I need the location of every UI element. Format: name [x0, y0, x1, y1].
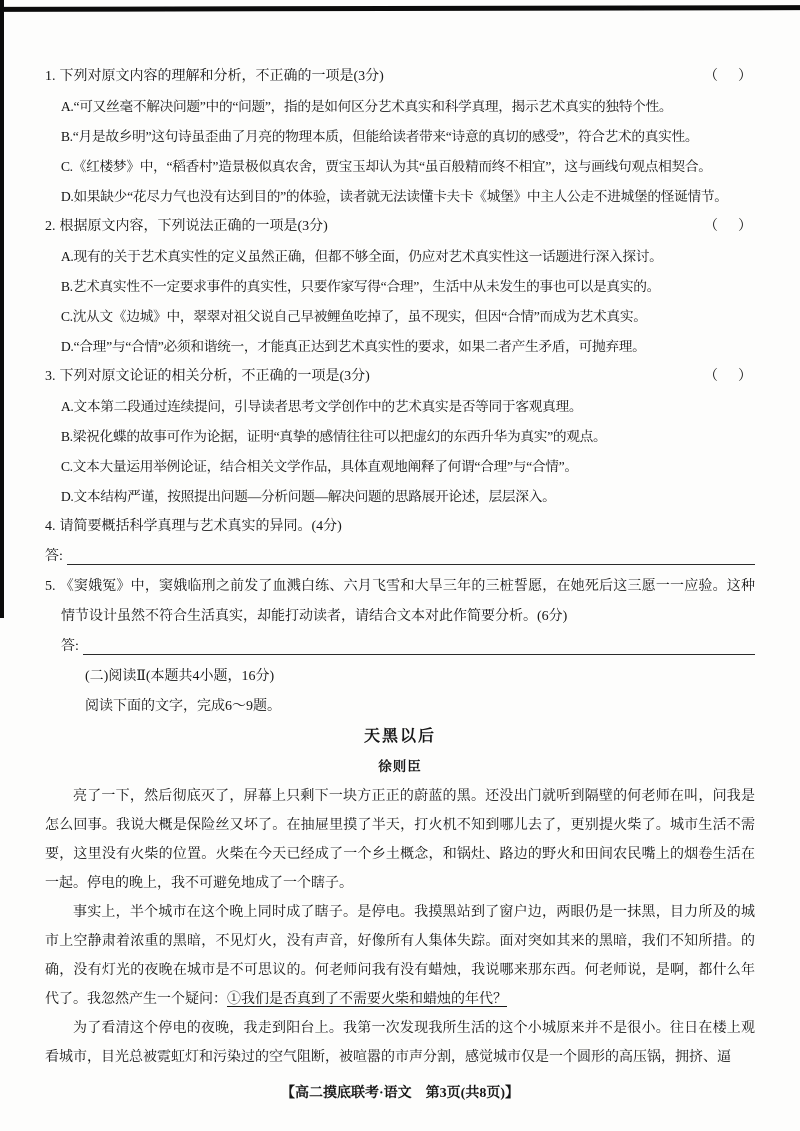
paragraph-2-text: 事实上，半个城市在这个晚上同时成了瞎子。是停电。我摸黑站到了窗户边，两眼仍是一抹黑，目力所及的城市上空静肃着浓重的黑暗，不见灯火，没有声音，好像所有人集体失踪。面对突如其来的黑暗，我们不知所措。的确，没有灯光的夜晚在城市是不可思议的。何老师问我有没有蜡烛，我说哪来那东西。何老师说，是啊，都什么年代了。我忽然产生一个疑问： — [45, 905, 755, 1007]
question-number: 2. — [45, 219, 56, 234]
question-3-stem-row — [45, 362, 755, 392]
exam-page-content — [45, 62, 755, 1072]
answer-blank-line — [83, 632, 755, 655]
reading-instruction: 阅读下面的文字，完成6～9题。 — [85, 699, 281, 714]
question-1-stem — [45, 62, 696, 92]
answer-blank-line — [67, 542, 755, 565]
question-2-option-d: D.“合理”与“合情”必须和谐统一，才能真正达到艺术真实性的要求，如果二者产生矛盾，可抛弃理。 — [60, 339, 646, 354]
page-footer: 【高二摸底联考·语文 第3页(共8页)】 — [281, 1086, 519, 1101]
scan-artifact-left-edge — [0, 0, 4, 618]
question-5-stem — [45, 572, 755, 632]
question-1 — [45, 62, 755, 212]
question-4-answer-line — [45, 542, 755, 572]
question-2-option-c: C.沈从文《边城》中，翠翠对祖父说自己早被鲤鱼吃掉了，虽不现实，但因“合情”而成为艺术真实。 — [60, 309, 647, 324]
question-2-stem-row — [45, 212, 755, 242]
reading-section-heading: (二)阅读Ⅱ(本题共4小题，16分) — [85, 669, 275, 684]
question-4 — [45, 512, 755, 572]
question-stem-text: 下列对原文论证的相关分析，不正确的一项是(3分) — [59, 369, 370, 384]
answer-bracket: （ ） — [704, 369, 755, 384]
question-stem-text: 根据原文内容，下列说法正确的一项是(3分) — [59, 219, 328, 234]
question-1-stem-row — [45, 62, 755, 92]
question-number: 4. — [45, 519, 56, 534]
question-3-option-d: D.文本结构严谨，按照提出问题—分析问题—解决问题的思路展开论述，层层深入。 — [60, 489, 556, 504]
reading-section — [45, 662, 755, 1072]
passage-paragraph-1: 亮了一下，然后彻底灭了，屏幕上只剩下一块方正正的蔚蓝的黑。还没出门就听到隔壁的何老师在叫，问我是怎么回事。我说大概是保险丝又坏了。在抽屉里摸了半天，打火机不知到哪儿去了，更别提火柴了。城市生活不需要，这里没有火柴的位置。火柴在今天已经成了一个乡土概念，和锅灶、路边的野火和田间农民嘴上的烟卷生活在一起。停电的晚上，我不可避免地成了一个瞎子。 — [45, 789, 755, 891]
answer-bracket: （ ） — [704, 69, 755, 84]
question-3-stem — [45, 362, 696, 392]
question-number: 3. — [45, 369, 56, 384]
question-3-option-b: B.梁祝化蝶的故事可作为论据，证明“真挚的感情往往可以把虚幻的东西升华为真实”的观点。 — [60, 429, 607, 444]
question-2-stem — [45, 212, 696, 242]
answer-label: 答: — [61, 639, 79, 654]
answer-label: 答: — [45, 549, 63, 564]
passage-author: 徐则臣 — [378, 759, 422, 774]
answer-bracket: （ ） — [704, 219, 755, 234]
question-2 — [45, 212, 755, 362]
question-2-option-a: A.现有的关于艺术真实性的定义虽然正确，但都不够全面，仍应对艺术真实性这一话题进行深入探讨。 — [60, 249, 663, 264]
passage-paragraph-3: 为了看清这个停电的夜晚，我走到阳台上。我第一次发现我所生活的这个小城原来并不是很小。往日在楼上观看城市，目光总被霓虹灯和污染过的空气阻断，被喧嚣的市声分割，感觉城市仅是一个圆形的高压锅，拥挤、逼 — [45, 1021, 755, 1065]
question-1-option-a: A.“可又丝毫不解决问题”中的“问题”，指的是如何区分艺术真实和科学真理，揭示艺术真实的独特个性。 — [60, 99, 673, 114]
passage-paragraph-2 — [45, 898, 755, 1014]
question-5 — [45, 572, 755, 662]
question-stem-text: 《窦娥冤》中，窦娥临刑之前发了血溅白练、六月飞雪和大旱三年的三桩誓愿，在她死后这三愿一一应验。这种情节设计虽然不符合生活真实，却能打动读者，请结合文本对此作简要分析。(6分) — [59, 579, 755, 624]
passage-title: 天黑以后 — [363, 728, 436, 745]
question-number: 1. — [45, 69, 56, 84]
question-1-option-d: D.如果缺少“花尽力气也没有达到目的”的体验，读者就无法读懂卡夫卡《城堡》中主人公走不进城堡的怪诞情节。 — [60, 189, 728, 204]
question-number: 5. — [45, 579, 56, 594]
scan-artifact-top-edge — [2, 5, 800, 12]
question-2-option-b: B.艺术真实性不一定要求事件的真实性，只要作家写得“合理”，生活中从未发生的事也可以是真实的。 — [60, 279, 660, 294]
question-1-option-b: B.“月是故乡明”这句诗虽歪曲了月亮的物理本质，但能给读者带来“诗意的真切的感受”，符合艺术的真实性。 — [60, 129, 699, 144]
question-stem-text: 下列对原文内容的理解和分析，不正确的一项是(3分) — [59, 69, 384, 84]
question-3 — [45, 362, 755, 512]
question-stem-text: 请简要概括科学真理与艺术真实的异同。(4分) — [59, 519, 342, 534]
question-3-option-a: A.文本第二段通过连续提问，引导读者思考文学创作中的艺术真实是否等同于客观真理。 — [60, 399, 583, 414]
question-3-option-c: C.文本大量运用举例论证，结合相关文学作品，具体直观地阐释了何谓“合理”与“合情”。 — [60, 459, 578, 474]
question-4-stem — [45, 512, 755, 542]
question-1-option-c: C.《红楼梦》中，“稻香村”造景极似真农舍，贾宝玉却认为其“虽百般精而终不相宜”，这与画线句观点相契合。 — [60, 159, 712, 174]
question-5-answer-line — [45, 632, 755, 662]
paragraph-2-underlined-sentence: ①我们是否真到了不需要火柴和蜡烛的年代？ — [227, 992, 507, 1007]
